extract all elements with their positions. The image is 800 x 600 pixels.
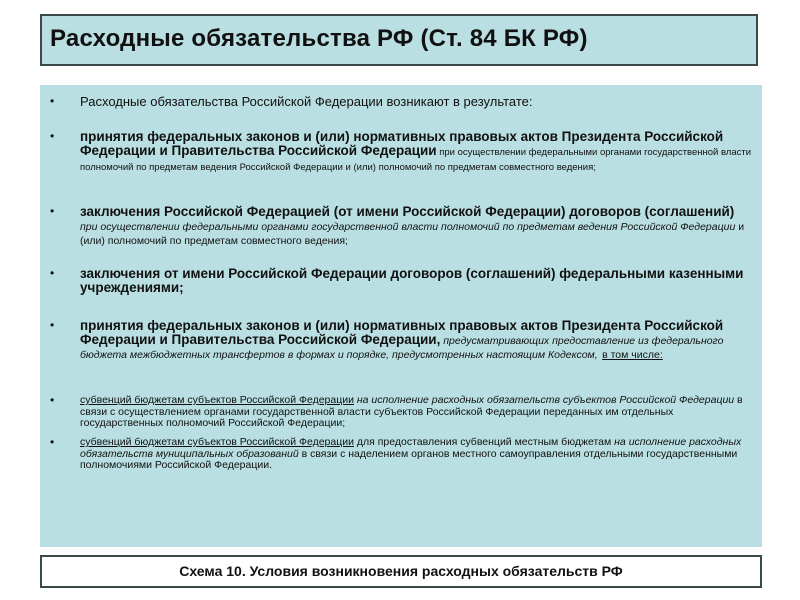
caption: Схема 10. Условия возникновения расходных обязательств РФ — [179, 563, 623, 579]
slide-title: Расходные обязательства РФ (Ст. 84 БК РФ) — [50, 25, 588, 52]
item-italic: предусматривающих предоставление из федерального бюджета межбюджетных трансфертов в формах и порядке, предусмотренных настоящим Кодексом, — [80, 335, 724, 361]
item-bold: заключения от имени Российской Федерации договоров (соглашений) федеральными казенными учреждениями; — [80, 266, 744, 295]
bullet-icon: • — [50, 318, 55, 332]
item-bold: принятия федеральных законов и (или) нормативных правовых актов Президента Российской Федерации и Правительства Российской Федерации, — [80, 318, 724, 347]
list-item — [50, 266, 752, 295]
sub-item-text: в связи с наделением органов местного самоуправления отдельными государственными полномочиями Российской Федерации. — [80, 447, 738, 471]
bullet-icon: • — [50, 129, 55, 143]
sub-list-item — [50, 435, 752, 472]
sub-item-italic: на исполнение расходных обязательств муниципальных образований — [80, 436, 742, 460]
item-underline: в том числе: — [602, 349, 663, 361]
bullet-icon: • — [50, 94, 55, 108]
slide-title-box — [40, 14, 758, 66]
item-text: при осуществлении федеральными органами государственной власти полномочий по предметам ведения Российской Федерации и (или) полномочий по предметам совместного ведения; — [80, 147, 752, 173]
sub-item-text: в связи с осуществлением органами государственной власти субъектов Российской Федерации переданных им отдельных государственных полномочий Российской Федерации; — [80, 394, 743, 429]
sub-item-underline: субвенций бюджетам субъектов Российской Федерации — [80, 394, 354, 406]
bullet-icon: • — [50, 266, 55, 280]
list-item — [50, 318, 752, 361]
content-box — [40, 85, 762, 547]
bullet-icon: • — [50, 393, 55, 407]
item-text: и (или) полномочий по предметам совместного ведения; — [80, 221, 745, 247]
list-item — [50, 204, 752, 247]
item-italic: при осуществлении федеральными органами государственной власти полномочий по предметам ведения Российской Федерации — [80, 221, 736, 233]
caption-box — [40, 555, 762, 588]
item-bold: заключения Российской Федерацией (от имени Российской Федерации) договоров (соглашений) — [80, 204, 735, 219]
sub-item-underline: субвенций бюджетам субъектов Российской Федерации — [80, 436, 354, 448]
sub-list-item — [50, 393, 752, 430]
item-bold: принятия федеральных законов и (или) нормативных правовых актов Президента Российской Федерации и Правительства Российской Федерации — [80, 129, 724, 158]
bullet-icon: • — [50, 435, 55, 449]
sub-item-italic: на исполнение расходных обязательств субъектов Российской Федерации — [353, 394, 735, 406]
sub-item-text: для предоставления субвенций местным бюджетам — [353, 436, 615, 448]
intro-text: Расходные обязательства Российской Федерации возникают в результате: — [80, 94, 533, 109]
list-item — [50, 94, 752, 109]
bullet-icon: • — [50, 204, 55, 218]
list-item — [50, 129, 752, 174]
